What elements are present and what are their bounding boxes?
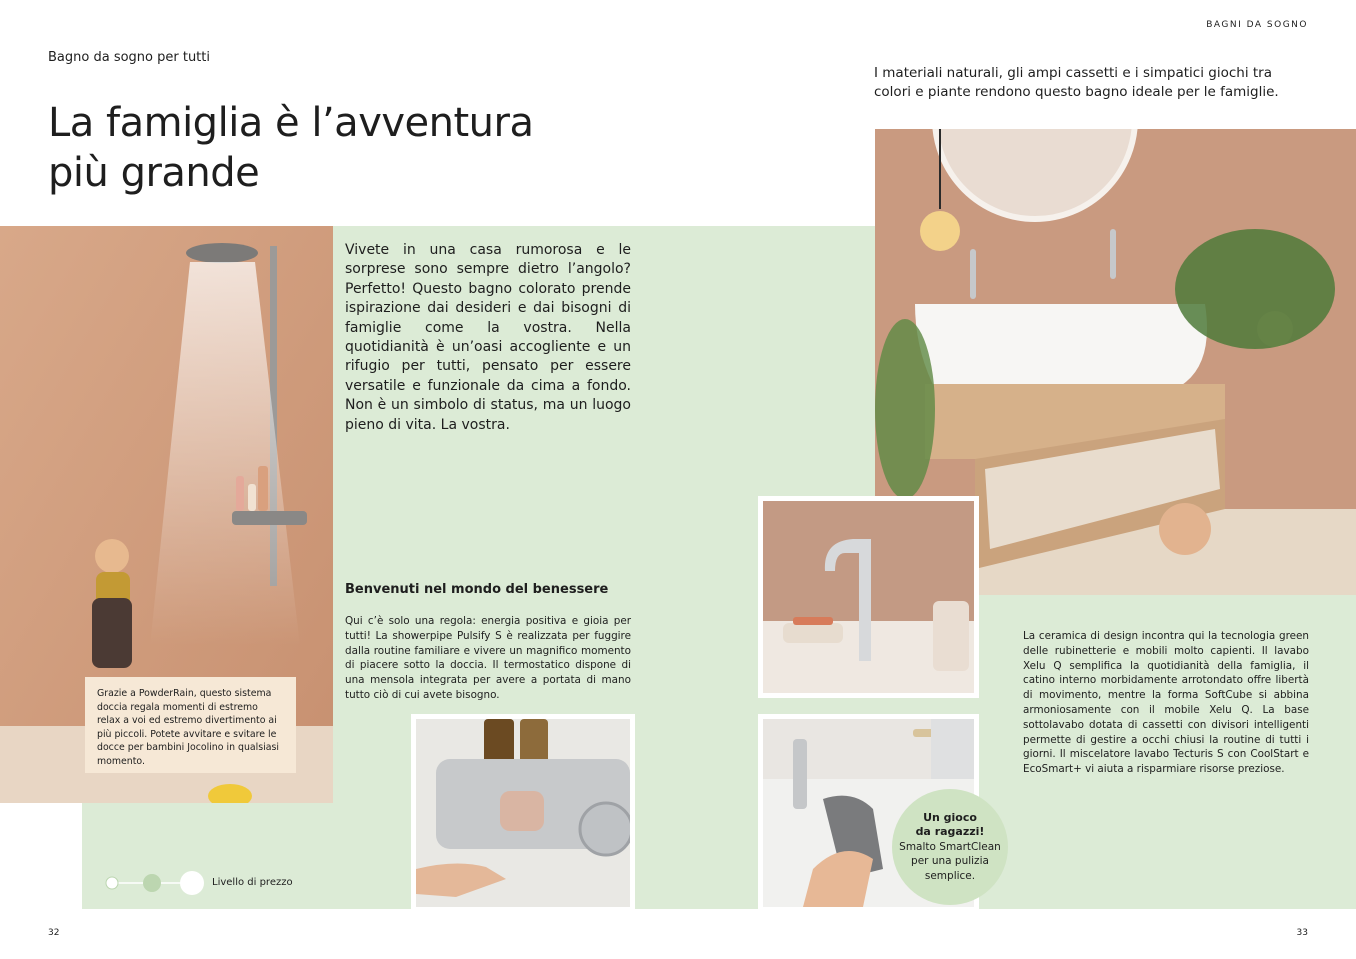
body-text-left: Qui c’è solo una regola: energia positiva e gioia per tutti! La showerpipe Pulsify S è realizzata per fuggire dalla routine familiare e vivere un magnifico momento di piacere sotto la doccia. Il termostatico dispone di una mensola integrata per avere a portata di mano tutto ciò di cui avete bisogno. — [345, 615, 631, 701]
page-subtitle: Bagno da sogno per tutti — [48, 50, 210, 65]
thermostat-illustration — [416, 719, 630, 907]
price-dot-3 — [180, 871, 204, 895]
price-level-label: Livello di prezzo — [212, 877, 293, 888]
price-level-indicator — [104, 868, 208, 898]
price-dot-2 — [143, 874, 161, 892]
badge-line-2: per una pulizia — [911, 855, 989, 868]
tap-photo — [758, 496, 979, 698]
price-level-dots — [104, 868, 208, 898]
section-tag: BAGNI DA SOGNO — [1206, 20, 1308, 30]
smartclean-badge — [892, 789, 1008, 905]
badge-title-line-1: Un gioco — [923, 810, 977, 824]
page-number-left: 32 — [48, 928, 60, 938]
intro-text: I materiali naturali, gli ampi cassetti e i simpatici giochi tra colori e piante rendono questo bagno ideale per le famiglie. — [874, 65, 1279, 100]
page-title — [48, 98, 534, 198]
page-number-right: 33 — [1296, 928, 1308, 938]
body-text-right: La ceramica di design incontra qui la tecnologia green delle rubinetterie e mobili molto capienti. Il lavabo Xelu Q semplifica la quotidianità della famiglia, il catino interno morbidamente arrotondato offre libertà di movimento, mentre la forma SoftCube si abbina armoniosamente con il mobile Xelu Q. La base sottolavabo dotata di cassetti con divisori intelligenti permette di gestire a occhi chiusi la routine di tutti i giorni. Il miscelatore lavabo Tecturis S con CoolStart e EcoSmart+ vi aiuta a risparmiare risorse preziose. — [1023, 630, 1309, 776]
badge-line-3: semplice. — [924, 869, 976, 882]
title-line-1: La famiglia è l’avventura — [48, 100, 534, 146]
section-heading: Benvenuti nel mondo del benessere — [345, 582, 609, 597]
thermostat-photo — [411, 714, 635, 912]
lead-paragraph: Vivete in una casa rumorosa e le sorprese sono sempre dietro l’angolo? Perfetto! Questo bagno colorato prende ispirazione dai desideri e dai bisogni di famiglie come la vostra. Nella quotidianità è un’oasi accogliente e un rifugio per tutti, pensato per essere versatile e funzionale da cima a fondo. Non è un simbolo di status, ma un luogo pieno di vita. La vostra. — [345, 242, 631, 433]
price-dot-1 — [106, 877, 118, 889]
shower-caption: Grazie a PowderRain, questo sistema doccia regala momenti di estremo relax a voi ed estremo divertimento ai più piccoli. Potete avvitare e svitare le docce per bambini Jocolino in qualsiasi momento. — [85, 677, 296, 773]
title-line-2: più grande — [48, 150, 260, 196]
tap-illustration — [763, 501, 974, 693]
badge-title-line-2: da ragazzi! — [915, 825, 985, 839]
badge-line-1: Smalto SmartClean — [899, 840, 1001, 853]
